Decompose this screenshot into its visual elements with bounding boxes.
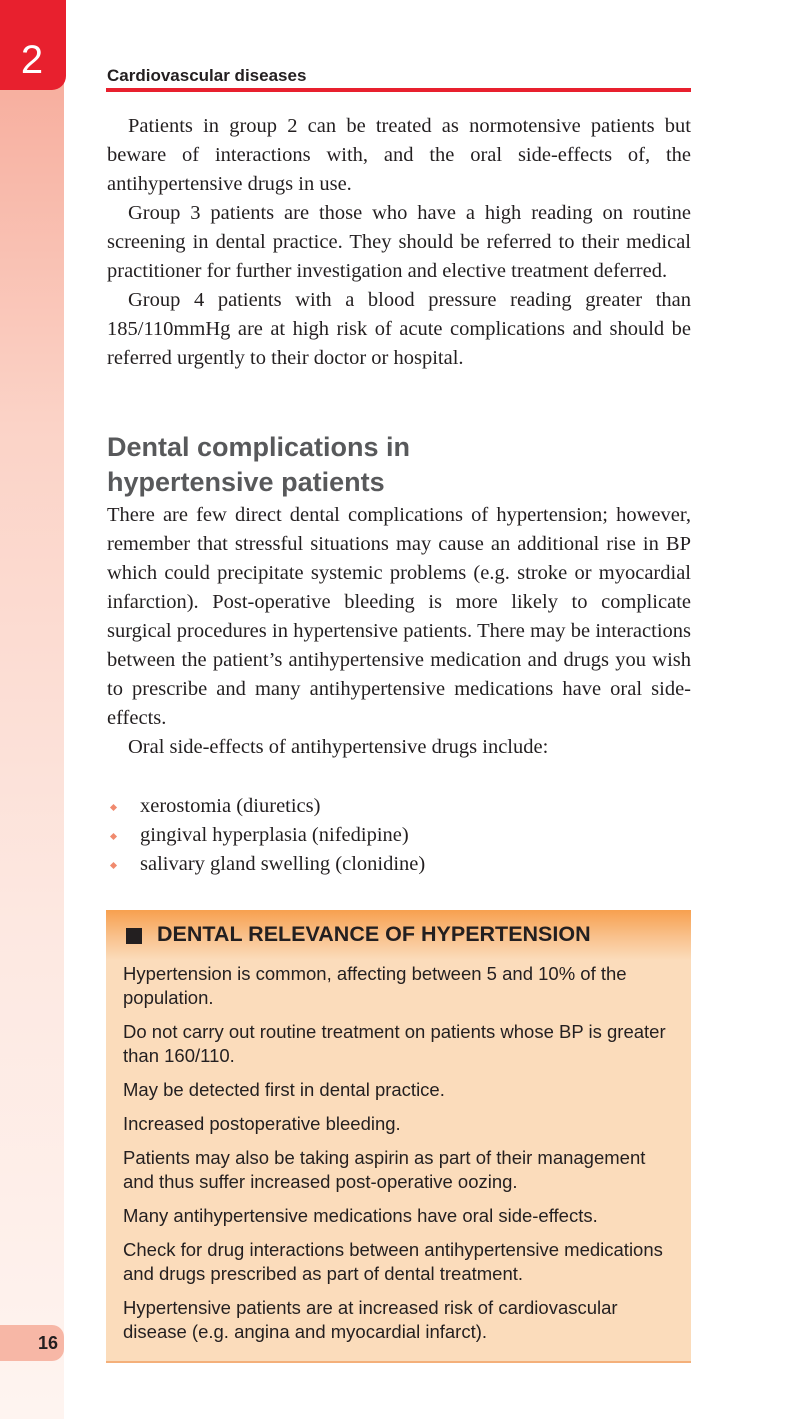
bullet-list — [107, 792, 691, 879]
box-item: Increased postoperative bleeding. — [123, 1113, 401, 1134]
paragraph: There are few direct dental complications of hypertension; however, remember that stressful situations may cause an additional rise in BP which could precipitate systemic problems (e.g. stroke or myocardial infarction). Post-operative bleeding is more likely to complicate surgical procedures in hypertensive patients. There may be interactions between the patient’s antihypertensive medication and drugs you wish to prescribe and many antihypertensive medications have oral side-effects. — [107, 504, 691, 729]
box-item: Patients may also be taking aspirin as part of their management and thus suffer increased post-operative oozing. — [123, 1147, 646, 1192]
box-item: Check for drug interactions between antihypertensive medications and drugs prescribed as part of dental treatment. — [123, 1239, 663, 1284]
running-head: Cardiovascular diseases — [107, 66, 307, 85]
chapter-number: 2 — [20, 38, 44, 82]
paragraph: Group 4 patients with a blood pressure reading greater than 185/110mmHg are at high risk of acute complications and should be referred urgently to their doctor or hospital. — [107, 289, 691, 369]
paragraph: Group 3 patients are those who have a high reading on routine screening in dental practice. They should be referred to their medical practitioner for further investigation and elective treatment deferred. — [107, 202, 691, 282]
page-number: 16 — [37, 1333, 58, 1353]
bullet-icon — [110, 804, 117, 811]
box-header — [106, 910, 691, 960]
dental-relevance-box — [106, 910, 691, 1363]
header-rule — [106, 88, 691, 92]
section-heading-line: hypertensive patients — [107, 467, 385, 497]
box-item: Many antihypertensive medications have oral side-effects. — [123, 1205, 598, 1226]
bullet-icon — [110, 833, 117, 840]
section-heading-line: Dental complications in — [107, 432, 411, 462]
box-item: Hypertension is common, affecting between 5 and 10% of the population. — [123, 963, 627, 1008]
box-item: Hypertensive patients are at increased risk of cardiovascular disease (e.g. angina and myocardial infarct). — [123, 1297, 618, 1342]
list-item — [107, 821, 691, 850]
bullet-intro: Oral side-effects of antihypertensive drugs include: — [128, 736, 549, 758]
paragraph: Patients in group 2 can be treated as normotensive patients but beware of interactions with, and the oral side-effects of, the antihypertensive drugs in use. — [107, 115, 691, 195]
chapter-tab — [0, 0, 66, 90]
list-item — [107, 850, 691, 879]
section-text — [107, 501, 691, 762]
box-item: Do not carry out routine treatment on patients whose BP is greater than 160/110. — [123, 1021, 666, 1066]
bullet-icon — [110, 862, 117, 869]
list-item-text: xerostomia (diuretics) — [140, 795, 321, 817]
list-item-text: salivary gland swelling (clonidine) — [140, 853, 426, 875]
section-heading — [107, 430, 691, 500]
box-title: DENTAL RELEVANCE OF HYPERTENSION — [157, 922, 591, 946]
box-items — [123, 962, 678, 1354]
list-item-text: gingival hyperplasia (nifedipine) — [140, 824, 409, 846]
margin-gradient-strip — [0, 0, 64, 1419]
list-item — [107, 792, 691, 821]
square-bullet-icon — [126, 928, 142, 944]
page-number-tab — [0, 1325, 64, 1361]
box-item: May be detected first in dental practice. — [123, 1079, 445, 1100]
intro-text — [107, 112, 691, 373]
